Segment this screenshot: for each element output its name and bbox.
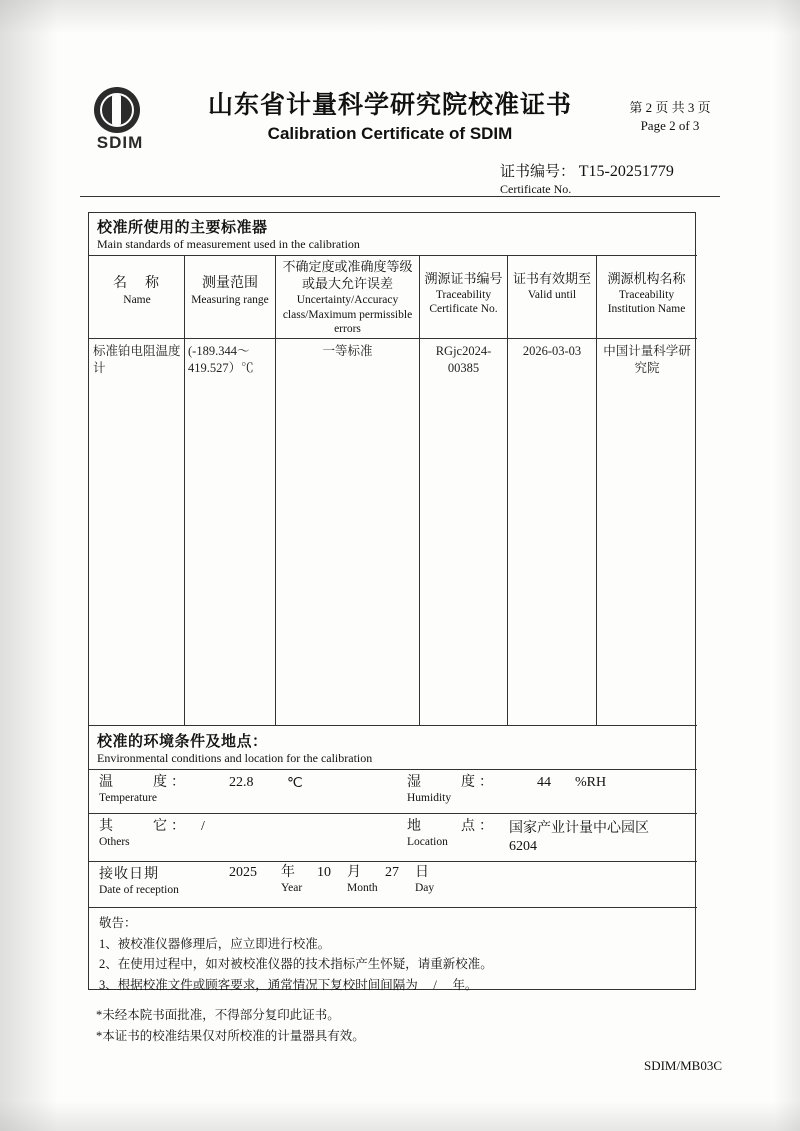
notice-item-1: 1、被校准仪器修理后，应立即进行校准。 [99, 936, 331, 951]
certificate-number-value: T15-20251779 [578, 163, 674, 180]
temperature-label: 温 度： Temperature [99, 775, 189, 804]
footnote-1: *未经本院书面批准，不得部分复印此证书。 [96, 1008, 340, 1022]
scan-edge-shading-top [0, 0, 800, 34]
temperature-value: 22.8 [229, 775, 254, 790]
certificate-number [500, 160, 730, 197]
cell-uncertainty-wrap [277, 343, 418, 360]
standards-section-title [89, 213, 695, 254]
cell-range-wrap [188, 343, 273, 377]
page-title-en: Calibration Certificate of SDIM [267, 124, 513, 143]
humidity-unit: %RH [575, 775, 607, 790]
scan-edge-shading-right [774, 0, 800, 1131]
notice-item-2: 2、在使用过程中，如对被校准仪器的技术指标产生怀疑，请重新校准。 [99, 957, 493, 972]
notice-block [99, 913, 493, 996]
others-label: 其 它： Others [99, 819, 189, 848]
location-value-line2: 6204 [509, 839, 537, 854]
table-col-divider-5 [596, 255, 597, 725]
environment-section-title-cn: 校准的环境条件及地点： [97, 734, 268, 750]
sdim-logo-text: SDIM [96, 133, 144, 152]
column-header-range: 测量范围 Measuring range [191, 276, 269, 306]
cell-valid-until: 2026-03-03 [522, 344, 582, 358]
reception-label: 接收日期 Date of reception [99, 867, 179, 896]
cell-uncertainty: 一等标准 [322, 344, 373, 358]
environment-section-title-en: Environmental conditions and location for the calibration [97, 751, 373, 765]
environment-title-bottom-line [89, 769, 697, 770]
environment-section-title [89, 727, 695, 768]
column-header-valid-until: 证书有效期至 Valid until [512, 271, 591, 301]
page-number-en: Page 2 of 3 [640, 117, 700, 133]
standards-section-title-cn: 校准所使用的主要标准器 [97, 220, 268, 236]
cell-trace-no-wrap [421, 343, 506, 377]
reception-month-value: 10 [317, 865, 331, 880]
location-value-line1: 国家产业计量中心园区 [509, 821, 649, 836]
column-header-name: 名 称 Name [113, 276, 161, 306]
footnote-2: *本证书的校准结果仅对所校准的计量器具有效。 [96, 1029, 365, 1044]
others-value: / [201, 819, 205, 834]
table-header-top-line [89, 255, 697, 256]
notice-title: 敬告： [99, 916, 137, 930]
temperature-unit: ℃ [287, 776, 303, 791]
certificate-body-frame [88, 212, 696, 990]
table-col-divider-2 [275, 255, 276, 725]
cell-name: 标准铂电阻温度计 [93, 344, 181, 375]
column-header-institution: 溯源机构名称 Traceability Institution Name [607, 271, 686, 316]
column-header-traceability-no: 溯源证书编号 Traceability Certificate No. [424, 271, 503, 316]
scan-edge-shading-bottom [0, 1101, 800, 1131]
reception-day-value: 27 [385, 865, 399, 880]
standards-section-title-en: Main standards of measurement used in the calibration [97, 237, 360, 251]
notice-item-3: 3、根据校准文件或顾客要求，通常情况下复校时间间隔为 / 年。 [99, 977, 478, 992]
reception-row-top-line [89, 861, 697, 862]
column-header-uncertainty: 不确定度或准确度等级或最大允许误差 Uncertainty/Accuracy class/Maximum permissible errors [282, 259, 413, 336]
table-col-divider-3 [419, 255, 420, 725]
scan-edge-shading-left [0, 0, 58, 1131]
location-label: 地 点： Location [407, 819, 497, 848]
certificate-number-label-cn: 证书编号： [500, 164, 576, 180]
humidity-value: 44 [537, 775, 551, 790]
table-col-divider-4 [507, 255, 508, 725]
environment-section-top-line [89, 725, 697, 726]
sdim-logo [80, 87, 160, 153]
cell-valid-until-wrap [509, 343, 595, 360]
page-title [170, 85, 610, 144]
cell-institution: 中国计量科学研究院 [603, 344, 691, 375]
reception-day-unit: 日 Day [415, 865, 435, 894]
cell-range: (-189.344～419.527）℃ [188, 344, 254, 375]
table-row [93, 343, 183, 377]
environment-row-divider [89, 813, 697, 814]
reception-month-unit: 月 Month [347, 865, 378, 894]
page-number [615, 99, 725, 134]
form-code: SDIM/MB03C [643, 1058, 722, 1073]
cell-traceability-no: RGjc2024-00385 [435, 344, 492, 375]
cell-institution-wrap [601, 343, 693, 377]
table-col-divider-1 [184, 255, 185, 725]
footnotes [96, 1005, 365, 1048]
document-header [80, 85, 720, 157]
humidity-label: 湿 度： Humidity [407, 775, 497, 804]
reception-year-unit: 年 Year [281, 865, 303, 894]
page-number-cn: 第 2 页 共 3 页 [629, 100, 711, 115]
table-header-bottom-line [89, 338, 697, 339]
notice-top-line [89, 907, 697, 908]
page-title-cn: 山东省计量科学研究院校准证书 [207, 92, 572, 119]
sdim-logo-icon [94, 87, 140, 133]
certificate-number-label-en: Certificate No. [500, 182, 572, 196]
reception-year-value: 2025 [229, 865, 257, 880]
header-divider [80, 196, 720, 197]
